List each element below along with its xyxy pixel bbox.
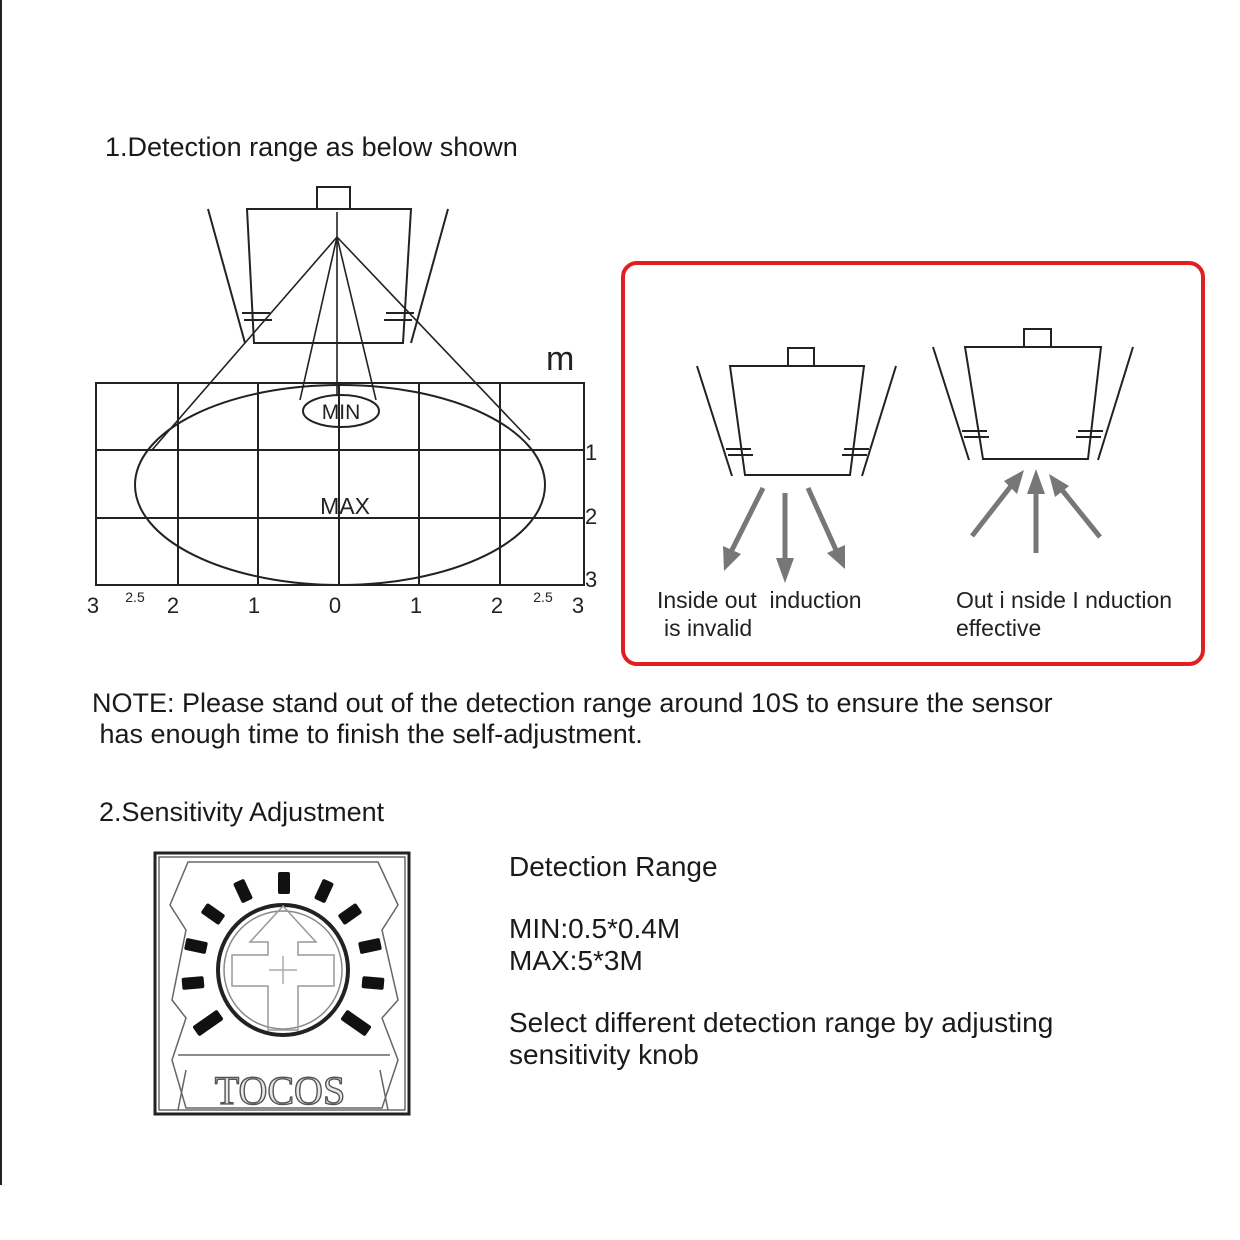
outside-in-caption-line1: Out i nside I nduction [956,587,1173,613]
knob-brand-logo: TOCOS [214,1068,346,1113]
section2-title: 2.Sensitivity Adjustment [99,797,385,827]
outgoing-arrows [723,488,845,583]
max-range-value: MAX:5*3M [509,945,643,976]
y-tick-label: 3 [585,567,598,592]
note-text [92,688,1053,750]
detection-info-block [509,851,1053,1071]
note-line-2: has enough time to finish the self-adjustment. [92,719,643,749]
sensitivity-scale-marks [182,872,385,1037]
x-tick-label: 3 [571,593,585,618]
sensor-inside-out [697,348,896,476]
detection-range-heading: Detection Range [509,851,718,882]
inside-out-caption-line2: is invalid [664,615,753,641]
x-tick-label: 2 [490,593,504,618]
section1-title: 1.Detection range as below shown [105,132,518,162]
x-tick-label: 2.5 [125,589,145,605]
note-line-1: NOTE: Please stand out of the detection range around 10S to ensure the sensor [92,688,1053,718]
x-tick-label: 1 [409,593,423,618]
unit-label: m [546,340,575,378]
y-tick-label: 1 [585,440,598,465]
x-tick-label: 2.5 [533,589,553,605]
inside-out-caption-line1: Inside out induction [657,587,862,613]
incoming-arrows [972,469,1100,553]
x-tick-label: 1 [247,593,261,618]
sensor-outside-in [933,329,1133,460]
min-range-value: MIN:0.5*0.4M [509,913,681,944]
x-tick-label: 2 [166,593,180,618]
max-zone-label: MAX [320,493,370,519]
knob-dial [218,905,348,1035]
x-tick-label: 3 [86,593,100,618]
x-tick-label: 0 [328,593,342,618]
outside-in-caption-line2: effective [956,615,1042,641]
sensor-top-view [208,187,448,343]
sensitivity-desc-line-2: sensitivity knob [509,1039,699,1070]
min-zone-label: MIN [321,401,361,424]
sensitivity-desc-line-1: Select different detection range by adjusting [509,1007,1054,1038]
y-tick-label: 2 [585,504,598,529]
